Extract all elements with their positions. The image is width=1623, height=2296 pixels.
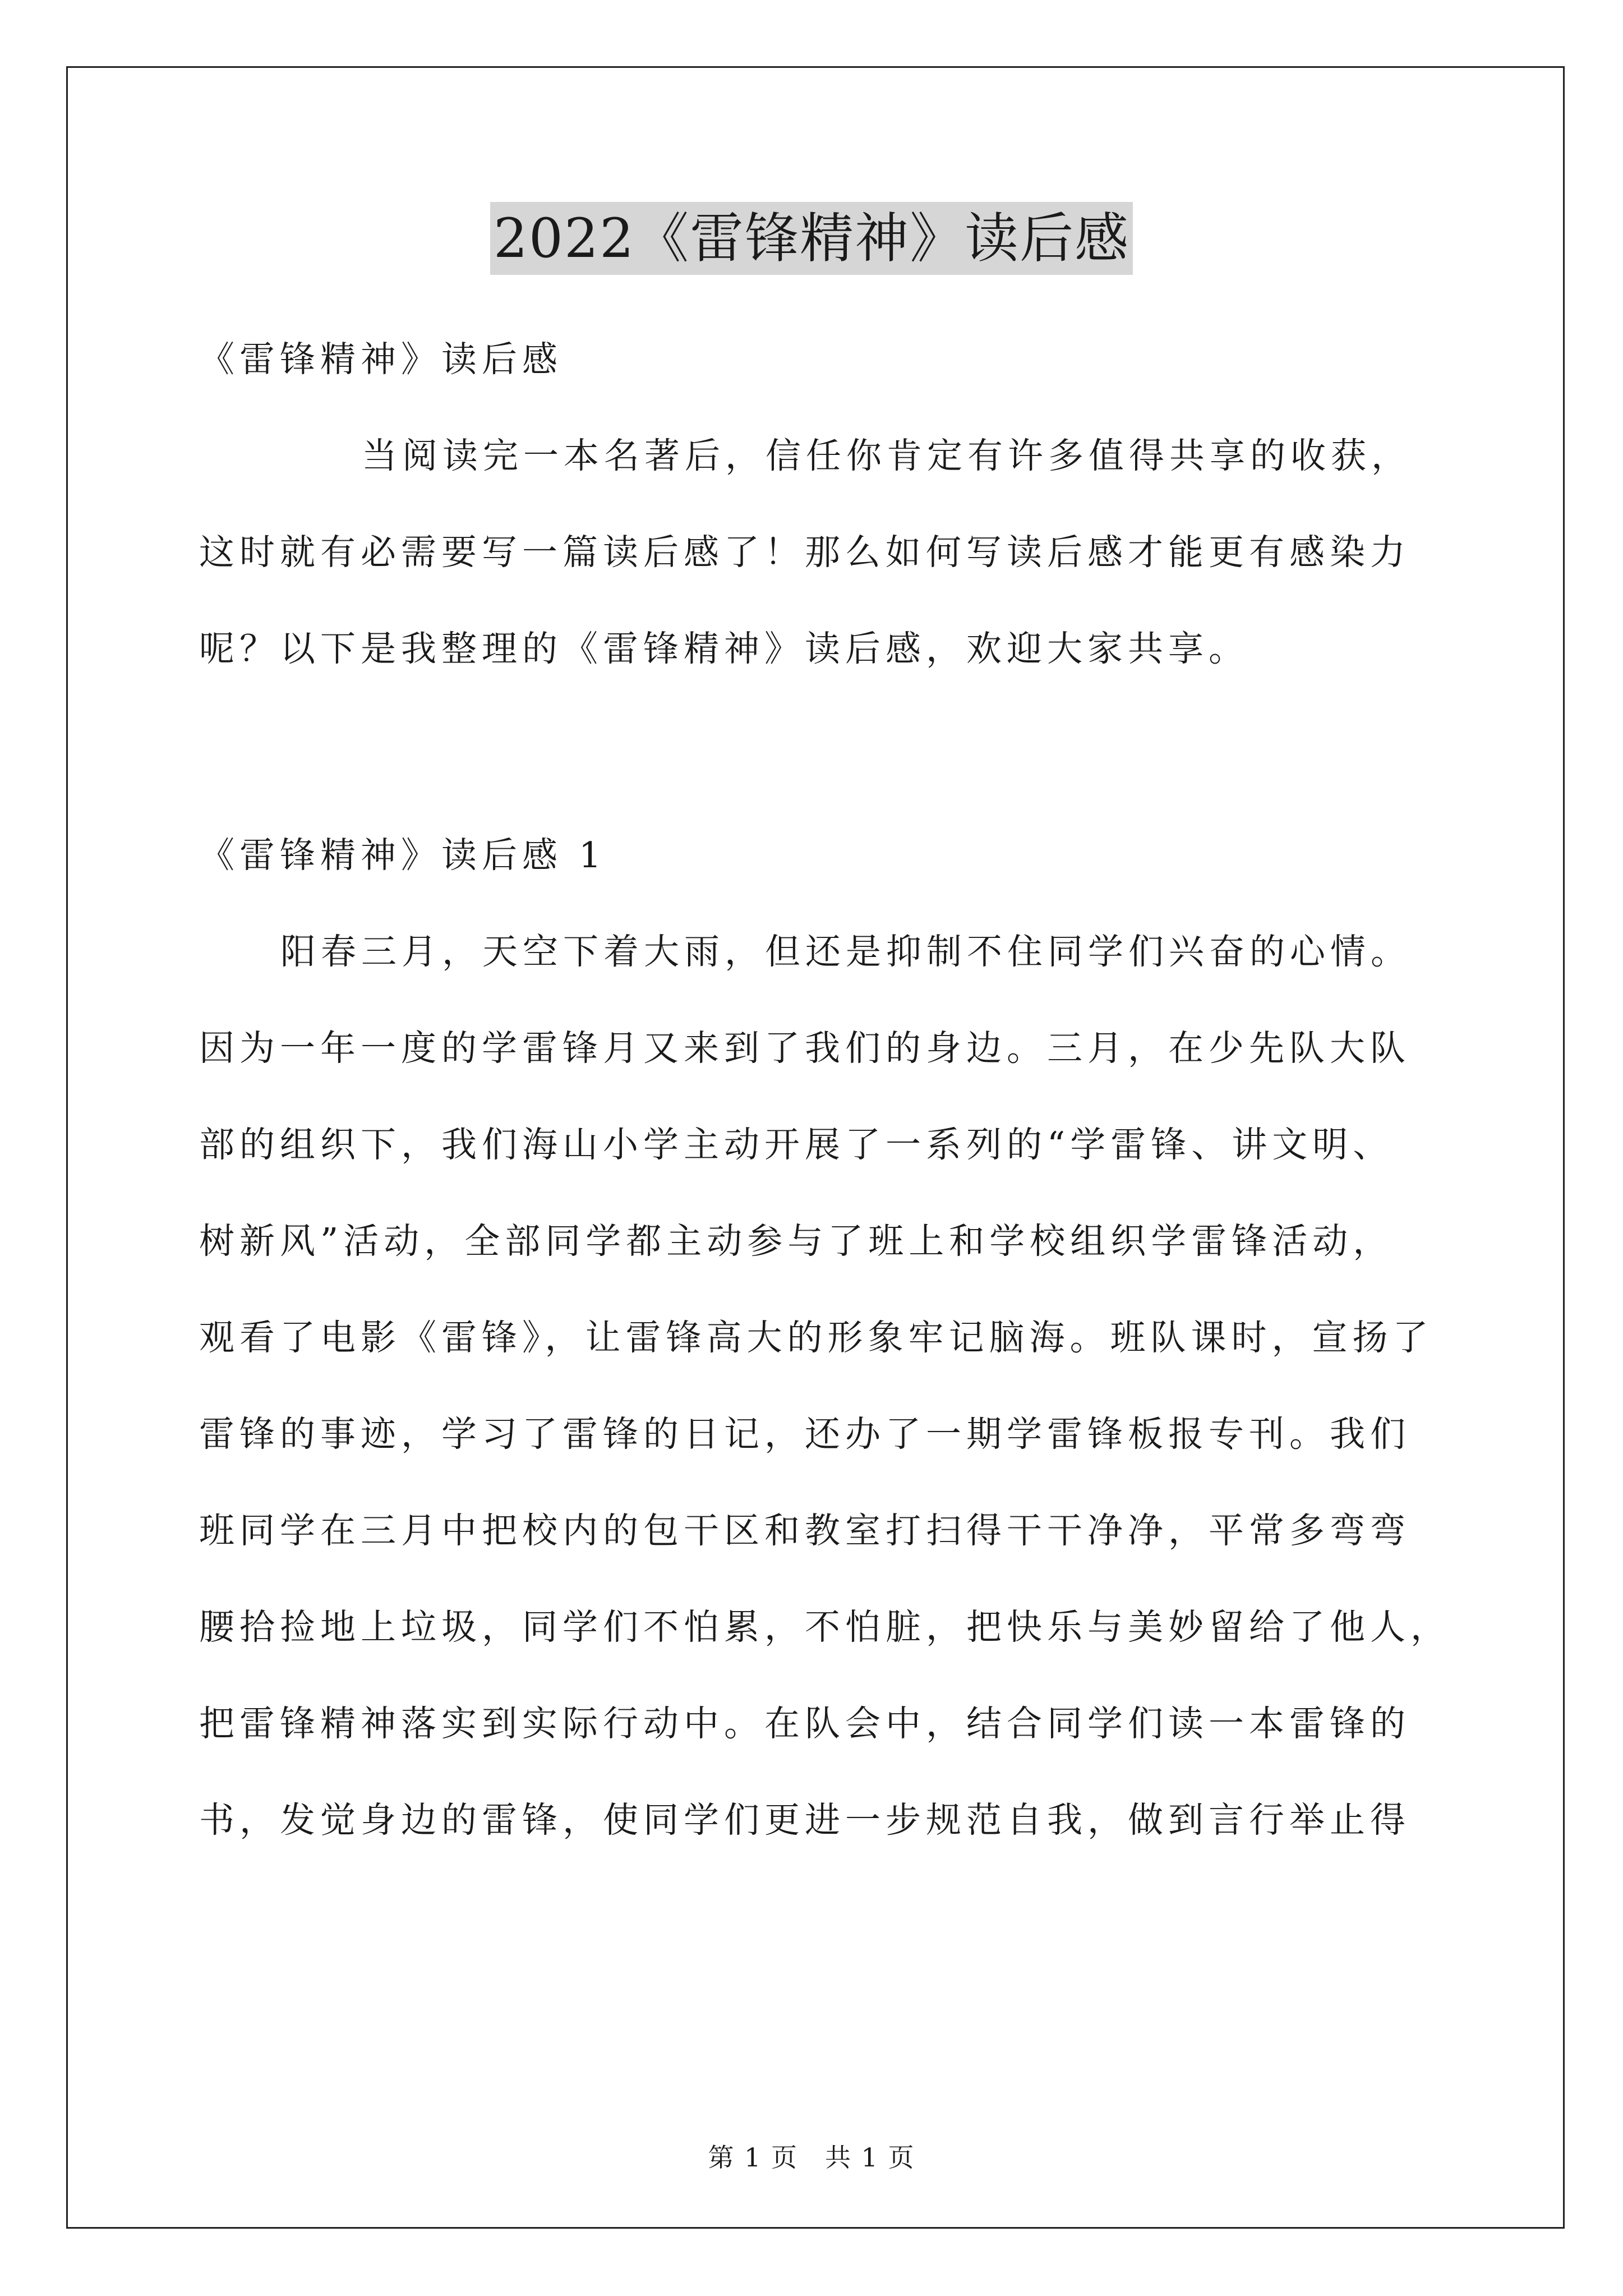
page-footer: 第 1 页 共 1 页 [708,2142,915,2173]
paragraph-line: 部的组织下，我们海山小学主动开展了一系列的“学雷锋、讲文明、 [199,1124,1394,1165]
section-heading: 《雷锋精神》读后感 1 [199,835,607,876]
paragraph-line: 班同学在三月中把校内的包干区和教室打扫得干干净净，平常多弯弯 [199,1510,1410,1551]
paragraph-line: 树新风”活动，全部同学都主动参与了班上和学校组织学雷锋活动， [199,1221,1394,1262]
paragraph-line: 呢？以下是我整理的《雷锋精神》读后感，欢迎大家共享。 [199,628,1249,669]
paragraph-gap [199,697,1433,807]
paragraph-line: 把雷锋精神落实到实际行动中。在队会中，结合同学们读一本雷锋的 [199,1703,1410,1744]
paragraph-line: 这时就有必需要写一篇读后感了！那么如何写读后感才能更有感染力 [199,532,1410,573]
document-title: 2022《雷锋精神》读后感 [490,202,1133,275]
paragraph-line: 阳春三月，天空下着大雨，但还是抑制不住同学们兴奋的心情。 [280,931,1411,972]
paragraph-line: 观看了电影《雷锋》，让雷锋高大的形象牢记脑海。班队课时，宣扬了 [199,1317,1433,1358]
paragraph-line: 腰拾捡地上垃圾，同学们不怕累，不怕脏，把快乐与美妙留给了他人， [199,1607,1451,1648]
paragraph-line: 书，发觉身边的雷锋，使同学们更进一步规范自我，做到言行举止得 [199,1800,1410,1841]
paragraph-line: 雷锋的事迹，学习了雷锋的日记，还办了一期学雷锋板报专刊。我们 [199,1414,1410,1455]
document-body [199,311,1451,1869]
title-container [0,202,1623,275]
section-heading: 《雷锋精神》读后感 [199,339,562,380]
paragraph-line: 因为一年一度的学雷锋月又来到了我们的身边。三月，在少先队大队 [199,1028,1410,1069]
paragraph-line: 当阅读完一本名著后，信任你肯定有许多值得共享的收获， [362,435,1412,476]
